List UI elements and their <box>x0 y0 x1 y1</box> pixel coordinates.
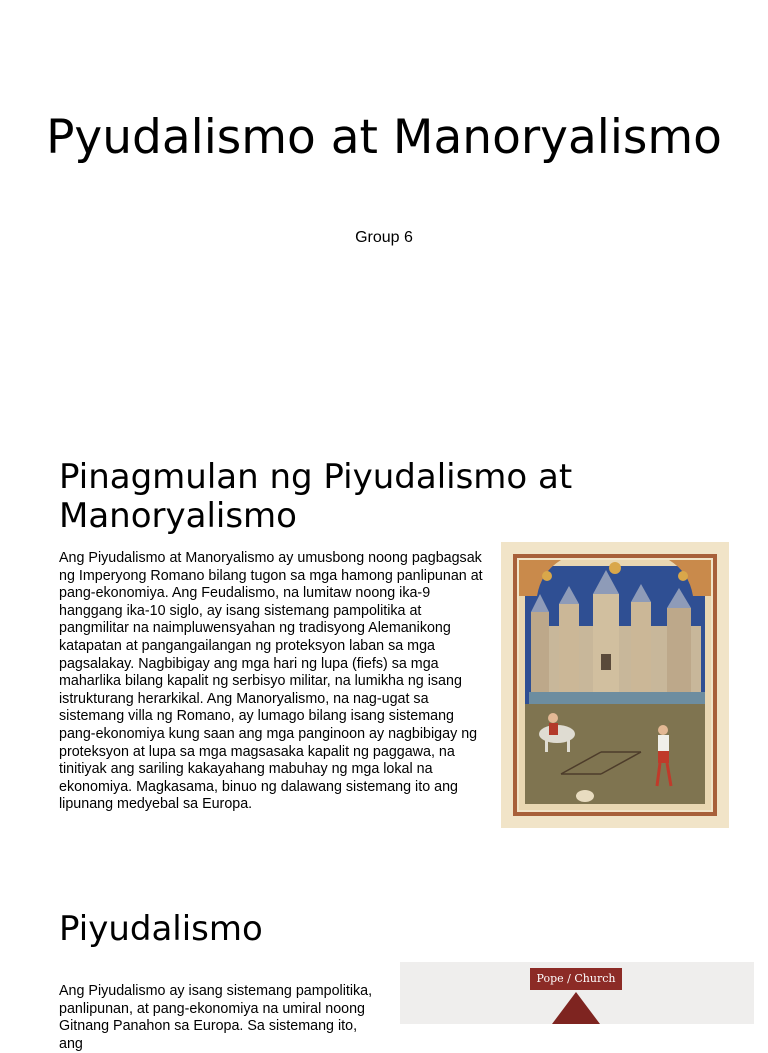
section-heading-origin: Pinagmulan ng Piyudalismo at Manoryalismo <box>59 457 573 536</box>
pyramid-top-shape <box>549 992 603 1024</box>
medieval-manuscript-image <box>501 542 729 828</box>
diagram-label-pope-church: Pope / Church <box>530 968 622 990</box>
section-body-feudalism: Ang Piyudalismo ay isang sistemang pampolitika, panlipunan, at pang-ekonomiya na umiral noong Gitnang Panahon sa Europa. Sa sistemang ito, ang <box>59 983 373 1052</box>
slide-subtitle: Group 6 <box>355 229 413 246</box>
feudal-hierarchy-diagram <box>400 962 754 1024</box>
section-body-origin: Ang Piyudalismo at Manoryalismo ay umusbong noong pagbagsak ng Imperyong Romano bilang tugon sa mga hamong panlipunan at pang-ekonomiya. Ang Feudalismo, na lumitaw noong ika-9 hanggang ika-10 siglo, ay isang sistemang pampolitika at pangmilitar na naimpluwensyahan ng tradisyong Alemanikong katapatan at pangangailangan ng proteksyon laban sa mga pagsalakay. Nagbibigay ang mga hari ng lupa (fiefs) sa mga maharlika bilang kapalit ng serbisyo militar, na lumikha ng isang istrukturang herarkikal. Ang Manoryalismo, na nag-ugat sa sistemang villa ng Romano, ay lumago bilang isang sistemang pang-ekonomiya kung saan ang mga panginoon ay nagbibigay ng proteksyon at lupa sa mga magsasaka kapalit ng paggawa, na tinitiyak ang sariling kakayahang mabuhay ng mga lokal na ekonomiya. Magkasama, binuo ng dalawang sistemang ito ang lipunang medyebal sa Europa. <box>59 550 483 813</box>
slide-title: Pyudalismo at Manoryalismo <box>46 110 722 165</box>
section-heading-feudalism: Piyudalismo <box>59 909 263 949</box>
